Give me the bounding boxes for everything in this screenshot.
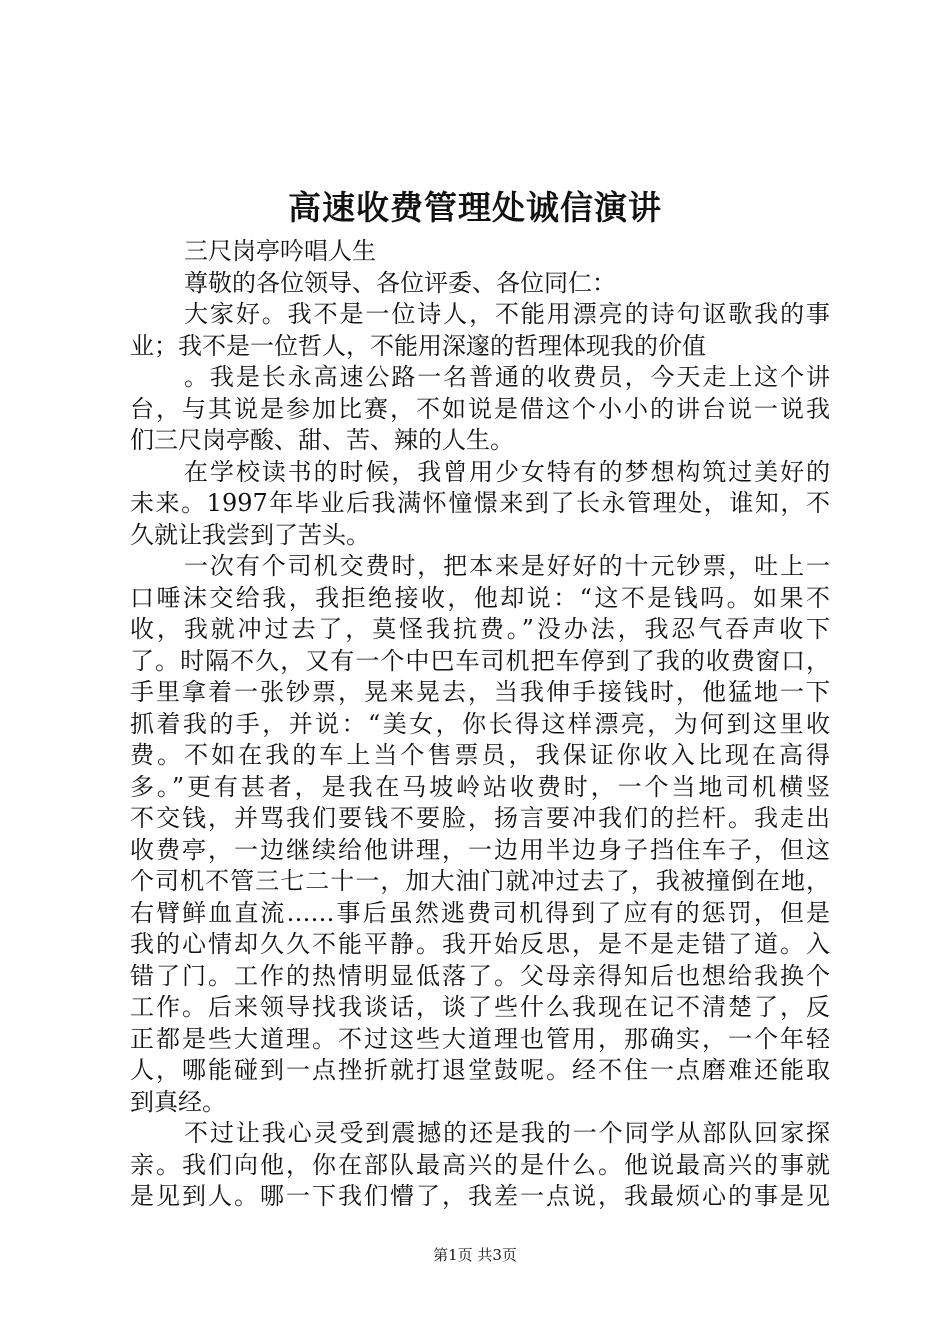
text-line: 我的心情却久久不能平静。我开始反思，是不是走错了道。入 <box>130 930 830 958</box>
text-line: 错了门。工作的热情明显低落了。父母亲得知后也想给我换个 <box>130 961 830 990</box>
text-line: 正都是些大道理。不过这些大道理也管用，那确实，一个年轻 <box>130 1024 830 1053</box>
page-footer: 第1页 共3页 <box>433 1246 517 1264</box>
text-line: 业；我不是一位哲人，不能用深邃的哲理体现我的价值 <box>130 331 706 360</box>
text-line: 亲。我们向他，你在部队最高兴的是什么。他说最高兴的事就 <box>130 1150 830 1179</box>
text-line: 不过让我心灵受到震撼的还是我的一个同学从部队回家探 <box>184 1119 830 1147</box>
text-line: 久就让我尝到了苦头。 <box>130 520 370 549</box>
text-line: 到真经。 <box>130 1087 226 1116</box>
text-line: 了。时隔不久，又有一个中巴车司机把车停到了我的收费窗口， <box>130 646 830 675</box>
document-body <box>130 236 830 1213</box>
text-line: 三尺岗亭吟唱人生 <box>184 237 376 265</box>
text-line: 尊敬的各位领导、各位评委、各位同仁： <box>184 268 616 297</box>
text-line: 收费亭，一边继续给他讲理，一边用半边身子挡住车子，但这 <box>130 835 830 864</box>
text-line: 在学校读书的时候，我曾用少女特有的梦想构筑过美好的 <box>184 457 830 486</box>
text-line: 手里拿着一张钞票，晃来晃去，当我伸手接钱时，他猛地一下 <box>130 678 830 706</box>
text-line: 抓着我的手，并说：“美女，你长得这样漂亮，为何到这里收 <box>130 709 830 738</box>
text-line: 大家好。我不是一位诗人，不能用漂亮的诗句讴歌我的事 <box>184 300 830 328</box>
text-line: 未来。1997年毕业后我满怀憧憬来到了长永管理处，谁知，不 <box>130 489 830 517</box>
text-line: 多。”更有甚者，是我在马坡岭站收费时，一个当地司机横竖 <box>130 772 830 801</box>
text-line: 。我是长永高速公路一名普通的收费员，今天走上这个讲 <box>184 363 830 391</box>
text-line: 人，哪能碰到一点挫折就打退堂鼓呢。经不住一点磨难还能取 <box>130 1056 830 1084</box>
document-title: 高速收费管理处诚信演讲 <box>288 188 662 227</box>
text-line: 费。不如在我的车上当个售票员，我保证你收入比现在高得 <box>130 741 830 769</box>
text-line: 台，与其说是参加比赛，不如说是借这个小小的讲台说一说我 <box>130 394 830 423</box>
text-line: 收，我就冲过去了，莫怪我抗费。”没办法，我忍气吞声收下 <box>130 615 830 643</box>
text-line: 工作。后来领导找我谈话，谈了些什么我现在记不清楚了，反 <box>130 993 830 1021</box>
text-line: 右臂鲜血直流……事后虽然逃费司机得到了应有的惩罚，但是 <box>130 898 830 927</box>
text-line: 个司机不管三七二十一，加大油门就冲过去了，我被撞倒在地， <box>130 867 830 895</box>
text-line: 不交钱，并骂我们要钱不要脸，扬言要冲我们的拦杆。我走出 <box>130 804 830 832</box>
text-line: 口唾沫交给我，我拒绝接收，他却说：“这不是钱吗。如果不 <box>130 583 830 612</box>
text-line: 们三尺岗亭酸、甜、苦、辣的人生。 <box>130 426 514 454</box>
text-line: 是见到人。哪一下我们懵了，我差一点说，我最烦心的事是见 <box>130 1182 830 1210</box>
text-line: 一次有个司机交费时，把本来是好好的十元钞票，吐上一 <box>184 552 830 580</box>
